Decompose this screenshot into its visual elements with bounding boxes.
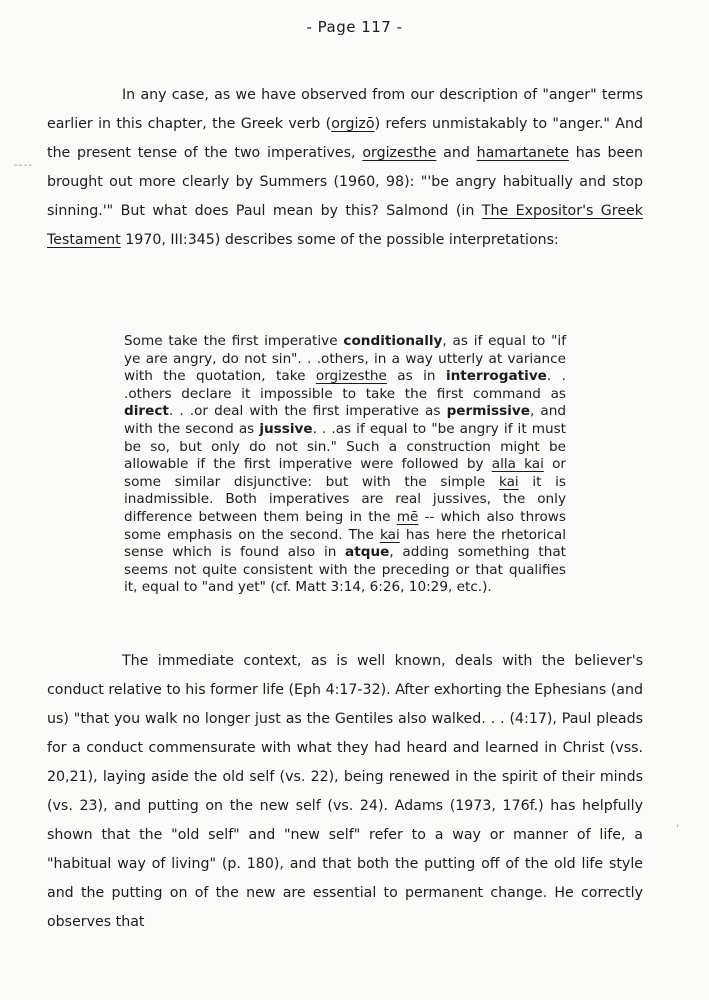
text-run: . . .or deal with the first imperative as (168, 403, 447, 420)
book-title: The Expositor's Greek Testament (47, 203, 643, 248)
greek-term: hamartanete (476, 145, 569, 161)
greek-term: kai (379, 526, 400, 543)
text-run: as in (386, 368, 446, 385)
page-number: - Page 117 - (306, 18, 403, 36)
text-run: . . .others declare it impossible to take the first command as (124, 368, 566, 402)
text-run: has here the rhetorical sense which is found also in (124, 526, 566, 561)
stray-mark: - - - - (14, 160, 31, 171)
text-run: it is inadmissible. Both imperatives are real jussives, the only difference between them being in the (124, 473, 567, 525)
emphasis: atque (345, 544, 390, 561)
text-run: has been brought out more clearly by Summers (1960, 98): "'be angry habitually and stop sinning.'" But what does Paul mean by this? Salmond (in (47, 145, 643, 219)
greek-term: kai (498, 473, 519, 490)
paragraph (47, 647, 643, 937)
text-run: . . .as if equal to "be angry if it must be so, but only do not sin." Such a construction might be allowable if the first imperative were followed by (124, 420, 566, 473)
greek-term: orgizesthe (362, 145, 437, 161)
text-run: In any case, as we have observed from our description of "anger" terms earlier in this chapter, the Greek verb ( (47, 87, 643, 132)
text-run: The immediate context, as is well known, deals with the believer's conduct relative to his former life (Eph 4:17-32). After exhorting the Ephesians (and us) "that you walk no longer just as the Gentiles also walked. . . (4:17), Paul pleads for a conduct commensurate with what they had heard and learned in Christ (vss. 20,21), laying aside the old self (vs. 22), being renewed in the spirit of their minds (vs. 23), and putting on the new self (vs. 24). Adams (1973, 176f.) has helpfully shown that the "old self" and "new self" refer to a way or manner of life, a "habitual way of living" (p. 180), and that both the putting off of the old life style and the putting on of the new are essential to permanent change. He correctly observes that (47, 653, 643, 930)
stray-mark: , (676, 818, 680, 829)
greek-term: orgizesthe (315, 368, 387, 385)
text-run: and (436, 145, 477, 161)
block-quote (124, 333, 566, 597)
text-run: , adding something that seems not quite consistent with the preceding or that qualifies it, equal to "and yet" (cf. Matt 3:14, 6:26, 10:29, etc.). (124, 544, 566, 596)
text-run: 1970, III:345) describes some of the possible interpretations: (120, 232, 559, 248)
emphasis: conditionally (343, 333, 443, 349)
text-run: or some similar disjunctive: but with the simple (124, 456, 566, 490)
text-run: , and with the second as (124, 403, 566, 437)
emphasis: permissive (446, 403, 530, 420)
emphasis: interrogative (445, 368, 547, 385)
emphasis: jussive (259, 420, 313, 437)
greek-term: mē (396, 508, 419, 525)
greek-term: alla kai (491, 456, 544, 473)
greek-term: orgizō (331, 116, 375, 132)
paragraph (47, 81, 643, 255)
text-run: -- which also throws some emphasis on the second. The (124, 508, 566, 543)
text-run: Some take the first imperative (124, 333, 344, 349)
text-run: , as if equal to "if ye are angry, do not sin". . .others, in a way utterly at variance with the quotation, take (124, 333, 566, 385)
emphasis: direct (124, 403, 169, 420)
text-run: ) refers unmistakably to "anger." And the present tense of the two imperatives, (47, 116, 644, 161)
